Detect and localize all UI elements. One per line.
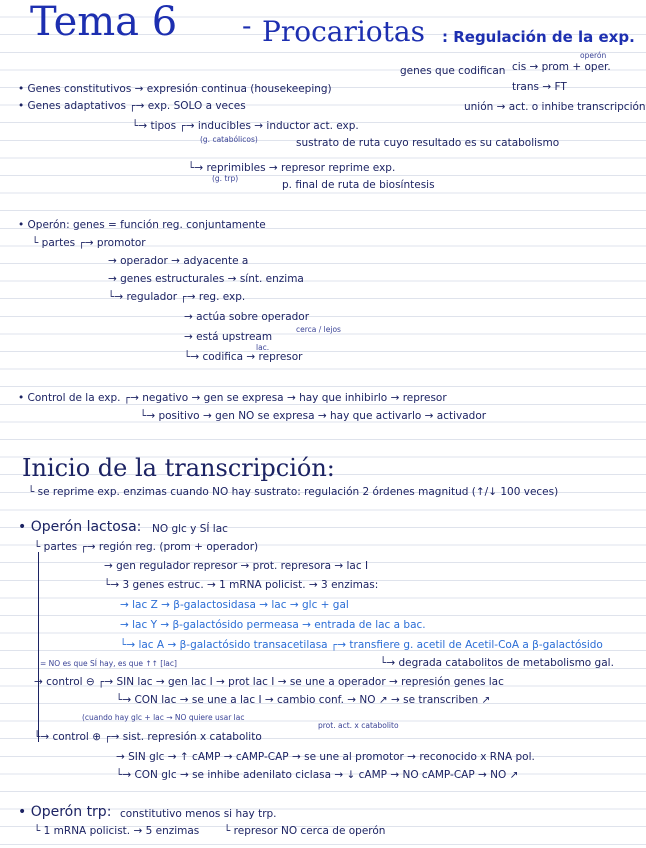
lac-bracket-line [38,552,39,742]
note-lac: lac. [256,343,270,352]
trp-condition: constitutivo menos si hay trp. [120,808,277,820]
line-control-negativo: • Control de la exp. ┌→ negativo → gen se expresa → hay que inhibirlo → represor [18,392,447,404]
lac-a: └→ lac A → β-galactósido transacetilasa ┌→ transfiere g. acetil de Acetil-CoA a β-galactósido [120,639,603,651]
note-cerca-lejos: cerca / lejos [296,325,341,334]
lac-note-no-es-que: = NO es que SÍ hay, es que ↑↑ [lac] [40,659,177,668]
line-genes-estructurales: → genes estructurales → sínt. enzima [108,273,304,285]
line-control-positivo: └→ positivo → gen NO se expresa → hay que activarlo → activador [140,410,487,422]
line-genes-adaptativos: • Genes adaptativos ┌→ exp. SOLO a veces [18,100,246,112]
line-upstream: → está upstream [184,331,273,343]
note-operon: operón [580,51,607,60]
line-partes-promotor: └ partes ┌→ promotor [32,237,146,249]
lac-z: → lac Z → β-galactosidasa → lac → glc + gal [120,599,349,611]
lac-genes-estruc: └→ 3 genes estruc. → 1 mRNA policist. → 3 enzimas: [104,579,379,591]
line-operon-def: • Operón: genes = función reg. conjuntamente [18,219,266,231]
line-inicio-reprime: └ se reprime exp. enzimas cuando NO hay sustrato: regulación 2 órdenes magnitud (↑/↓ 100 veces) [28,486,559,498]
heading-inicio-transcripcion: Inicio de la transcripción: [22,454,335,482]
note-union: unión → act. o inhibe transcripción [464,101,646,113]
lac-region-reg: └ partes ┌→ región reg. (prom + operador) [34,541,259,553]
note-genes-codifican: genes que codifican [400,65,506,77]
lac-condition: NO glc y SÍ lac [152,523,228,535]
lac-control-positivo: └→ control ⊕ ┌→ sist. represión x catabolito [34,731,262,743]
heading-operon-trp: • Operón trp: [18,804,112,820]
note-cis: cis → prom + oper. [512,61,611,73]
line-genes-constitutivos: • Genes constitutivos → expresión continua (housekeeping) [18,83,332,95]
lac-note-prot-act: prot. act. x catabolito [318,721,399,730]
page-title: Tema 6 [30,0,178,45]
line-sustrato: sustrato de ruta cuyo resultado es su catabolismo [296,137,560,149]
line-p-final: p. final de ruta de biosíntesis [282,179,435,191]
note-trans: trans → FT [512,81,567,93]
line-operador: → operador → adyacente a [108,255,249,267]
lac-a-degrada: └→ degrada catabolitos de metabolismo gal. [380,657,614,669]
lac-control-negativo: → control ⊖ ┌→ SIN lac → gen lac I → prot lac I → se une a operador → represión genes lac [34,676,504,688]
lac-note-glc-lac: (cuando hay glc + lac → NO quiere usar lac [82,713,245,722]
trp-mrna: └ 1 mRNA policist. → 5 enzimas [34,825,200,837]
title-regulation: : Regulación de la exp. [442,28,635,46]
note-g-trp: (g. trp) [212,174,239,183]
heading-operon-lactosa: • Operón lactosa: [18,519,142,535]
note-g-catabolicos: (g. catabólicos) [200,135,258,144]
line-reprimibles: └→ reprimibles → represor reprime exp. [188,162,396,174]
title-dash: - [242,9,252,42]
lac-con-lac: └→ CON lac → se une a lac I → cambio conf. → NO ↗ → se transcriben ↗ [116,694,491,706]
line-codifica-represor: └→ codifica → represor [184,351,303,363]
lac-con-glc: └→ CON glc → se inhibe adenilato ciclasa → ↓ cAMP → NO cAMP-CAP → NO ↗ [116,769,519,781]
line-tipos-inducibles: └→ tipos ┌→ inducibles → inductor act. exp. [132,120,359,132]
lac-gen-regulador: → gen regulador represor → prot. represora → lac I [104,560,369,572]
lac-sin-glc: → SIN glc → ↑ cAMP → cAMP-CAP → se une al promotor → reconocido x RNA pol. [116,751,535,763]
trp-represor: └ represor NO cerca de operón [224,825,386,837]
line-regulador: └→ regulador ┌→ reg. exp. [108,291,246,303]
line-actua-operador: → actúa sobre operador [184,311,310,323]
lac-y: → lac Y → β-galactósido permeasa → entrada de lac a bac. [120,619,426,631]
page-subtitle: Procariotas [262,15,425,48]
